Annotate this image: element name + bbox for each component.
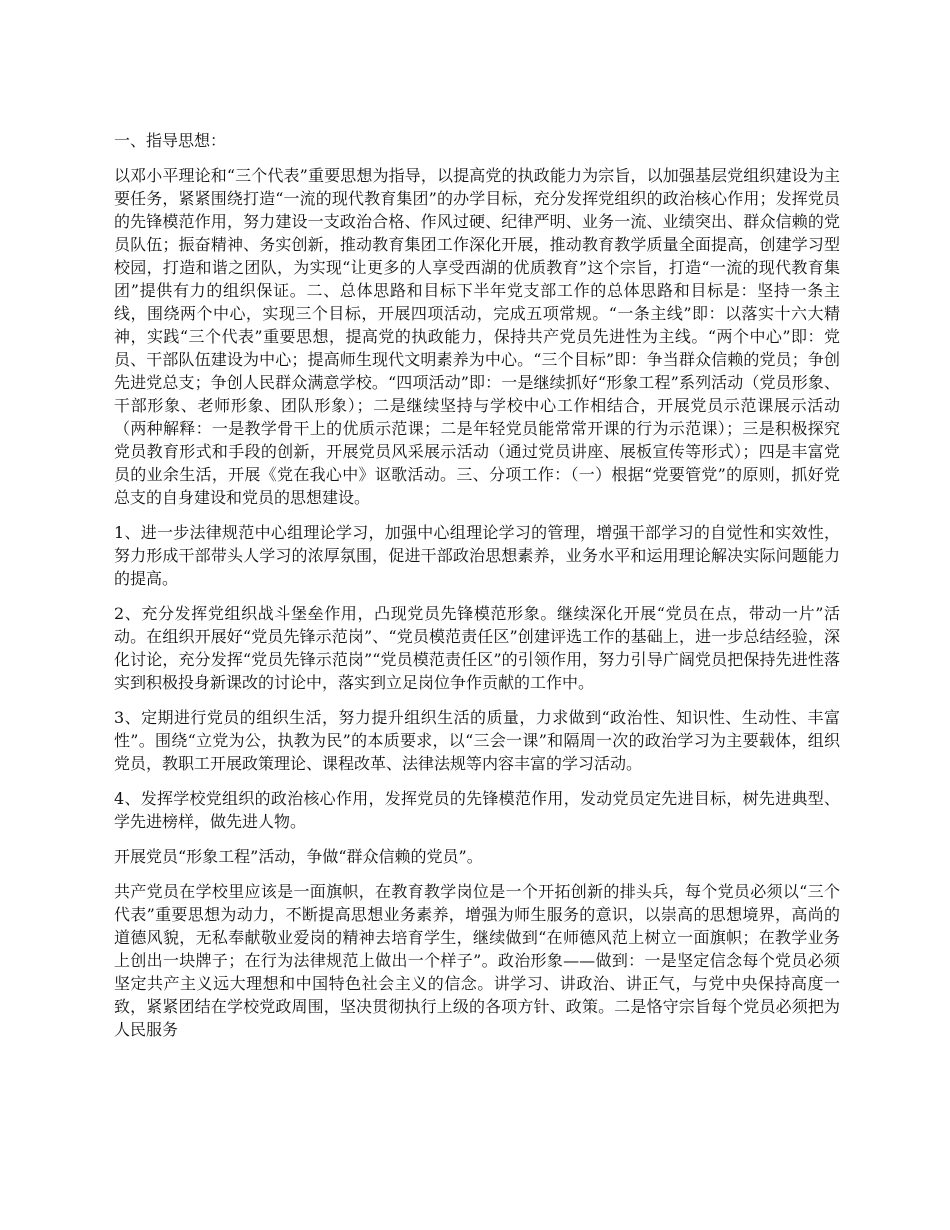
paragraph-guiding-thought: 以邓小平理论和“三个代表”重要思想为指导，以提高党的执政能力为宗旨，以加强基层党组织建设为主要任务，紧紧围绕打造“一流的现代教育集团”的办学目标，充分发挥党组织的政治核心作用；发挥党员的先锋模范作用，努力建设一支政治合格、作风过硬、纪律严明、业务一流、业绩突出、群众信赖的党员队伍；振奋精神、务实创新，推动教育集团工作深化开展，推动教育教学质量全面提高，创建学习型校园，打造和谐之团队，为实现“让更多的人享受西湖的优质教育”这个宗旨，打造“一流的现代教育集团”提供有力的组织保证。二、总体思路和目标下半年党支部工作的总体思路和目标是：坚持一条主线，围绕两个中心，实现三个目标，开展四项活动，完成五项常规。“一条主线”即：以落实十六大精神，实践“三个代表”重要思想，提高党的执政能力，保持共产党员先进性为主线。“两个中心”即：党员、干部队伍建设为中心；提高师生现代文明素养为中心。“三个目标”即：争当群众信赖的党员；争创先进党总支；争创人民群众满意学校。“四项活动”即：一是继续抓好“形象工程”系列活动（党员形象、干部形象、老师形象、团队形象）；二是继续坚持与学校中心工作相结合，开展党员示范课展示活动（两种解释：一是教学骨干上的优质示范课；二是年轻党员能常常开课的行为示范课）；三是积极探究党员教育形式和手段的创新，开展党员风采展示活动（通过党员讲座、展板宣传等形式）；四是丰富党员的业余生活，开展《党在我心中》讴歌活动。三、分项工作：（一）根据“党要管党”的原则，抓好党总支的自身建设和党员的思想建设。: [114, 166, 840, 507]
paragraph-item-3: 3、定期进行党员的组织生活，努力提升组织生活的质量，力求做到“政治性、知识性、生动性、丰富性”。围绕“立党为公，执教为民”的本质要求，以“三会一课”和隔周一次的政治学习为主要载体，组织党员，教职工开展政策理论、课程改革、法律法规等内容丰富的学习活动。: [114, 708, 840, 773]
paragraph-party-member-flag: 共产党员在学校里应该是一面旗帜，在教育教学岗位是一个开拓创新的排头兵，每个党员必须以“三个代表”重要思想为动力，不断提高思想业务素养，增强为师生服务的意识，以崇高的思想境界，高尚的道德风貌，无私奉献敬业爱岗的精神去培育学生，继续做到“在师德风范上树立一面旗帜；在教学业务上创出一块牌子；在行为法律规范上做出一个样子”。政治形象——做到：一是坚定信念每个党员必须坚定共产主义远大理想和中国特色社会主义的信念。讲学习、讲政治、讲正气，与党中央保持高度一致，紧紧团结在学校党政周围，坚决贯彻执行上级的各项方针、政策。二是恪守宗旨每个党员必须把为人民服务: [114, 882, 840, 1039]
paragraph-item-1: 1、进一步法律规范中心组理论学习，加强中心组理论学习的管理，增强干部学习的自觉性和实效性，努力形成干部带头人学习的浓厚氛围，促进干部政治思想素养，业务水平和运用理论解决实际问题能力的提高。: [114, 523, 840, 588]
paragraph-item-2: 2、充分发挥党组织战斗堡垒作用，凸现党员先锋模范形象。继续深化开展“党员在点，带动一片”活动。在组织开展好“党员先锋示范岗”、“党员模范责任区”创建评选工作的基础上，进一步总结经验，深化讨论，充分发挥“党员先锋示范岗”“党员模范责任区”的引领作用，努力引导广阔党员把保持先进性落实到积极投身新课改的讨论中，落实到立足岗位争作贡献的工作中。: [114, 604, 840, 692]
document-page: [114, 129, 840, 1053]
paragraph-item-4: 4、发挥学校党组织的政治核心作用，发挥党员的先锋模范作用，发动党员定先进目标，树先进典型、学先进榜样，做先进人物。: [114, 789, 840, 831]
section-heading: 一、指导思想：: [114, 131, 227, 150]
paragraph-image-project: 开展党员“形象工程”活动，争做“群众信赖的党员”。: [114, 847, 483, 866]
